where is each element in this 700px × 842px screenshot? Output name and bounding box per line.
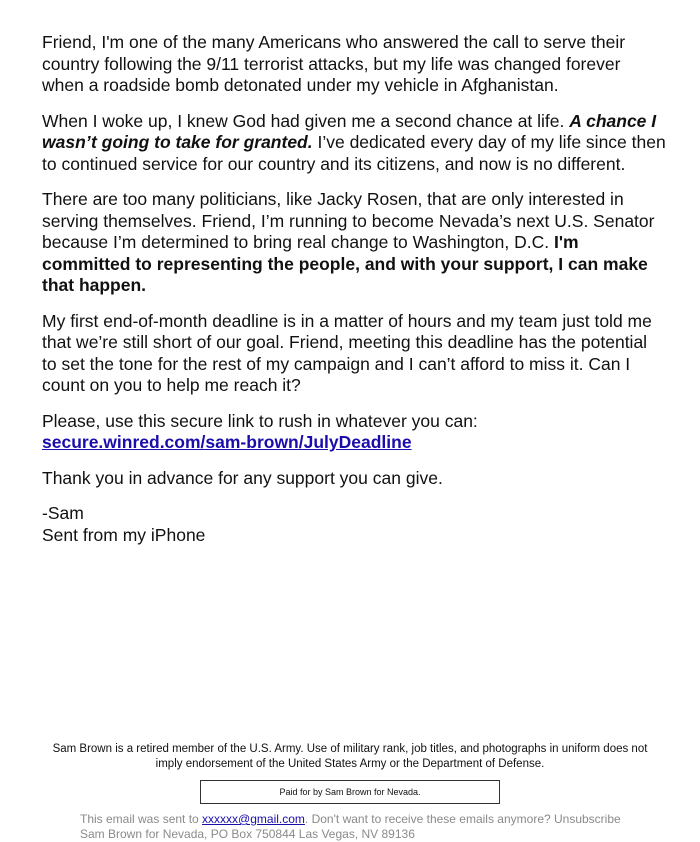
recipient-line [80, 812, 660, 827]
unsubscribe-text[interactable]: . Don't want to receive these emails anymore? Unsubscribe [304, 812, 621, 826]
sent-from-iphone: Sent from my iPhone [42, 524, 206, 545]
paragraph-deadline: My first end-of-month deadline is in a matter of hours and my team just told me that we’re still short of our goal. Friend, meeting this deadline has the potential to set the tone for the rest of my campaign and I can’t afford to miss it. Can I count on you to help me reach it? [42, 310, 652, 395]
second-chance-emphasis: A chance I wasn’t going to take for granted. [42, 110, 657, 152]
signature-block [42, 503, 666, 546]
second-chance-end: I’ve dedicated every day of my life since then to continued service for our country and its citizens, and now is no different. [42, 132, 666, 174]
paragraph-second-chance [42, 111, 666, 176]
donate-link[interactable]: secure.winred.com/sam-brown/JulyDeadline [42, 432, 412, 452]
recipient-email-link[interactable]: xxxxxx@gmail.com [202, 812, 305, 826]
email-footer [80, 812, 660, 842]
paragraph-senate-run [42, 189, 666, 297]
senate-run-text: There are too many politicians, like Jacky Rosen, that are only interested in serving themselves. Friend, I’m running to become Nevada’s next U.S. Senator because I’m determined to bring real change to Washington, D.C. [42, 189, 655, 252]
mailing-address: Sam Brown for Nevada, PO Box 750844 Las Vegas, NV 89136 [80, 827, 415, 841]
senate-run-commitment: I'm committed to representing the people, and with your support, I can make that happen. [42, 232, 648, 295]
sent-to-prefix: This email was sent to [80, 812, 203, 826]
second-chance-text: When I woke up, I knew God had given me a second chance at life. [42, 110, 570, 131]
paid-for-box: Paid for by Sam Brown for Nevada. [200, 780, 500, 804]
paragraph-thanks: Thank you in advance for any support you can give. [42, 467, 443, 488]
email-body [42, 32, 666, 560]
paragraph-donate [42, 411, 666, 454]
donate-prompt: Please, use this secure link to rush in whatever you can: [42, 410, 478, 431]
paragraph-service: Friend, I'm one of the many Americans who answered the call to serve their country following the 9/11 terrorist attacks, but my life was changed forever when a roadside bomb detonated under my vehicle in Afghanistan. [42, 32, 626, 95]
signoff: -Sam [42, 503, 84, 523]
military-disclaimer: Sam Brown is a retired member of the U.S. Army. Use of military rank, job titles, and photographs in uniform does not imply endorsement of the United States Army or the Department of Defense. [52, 743, 648, 770]
